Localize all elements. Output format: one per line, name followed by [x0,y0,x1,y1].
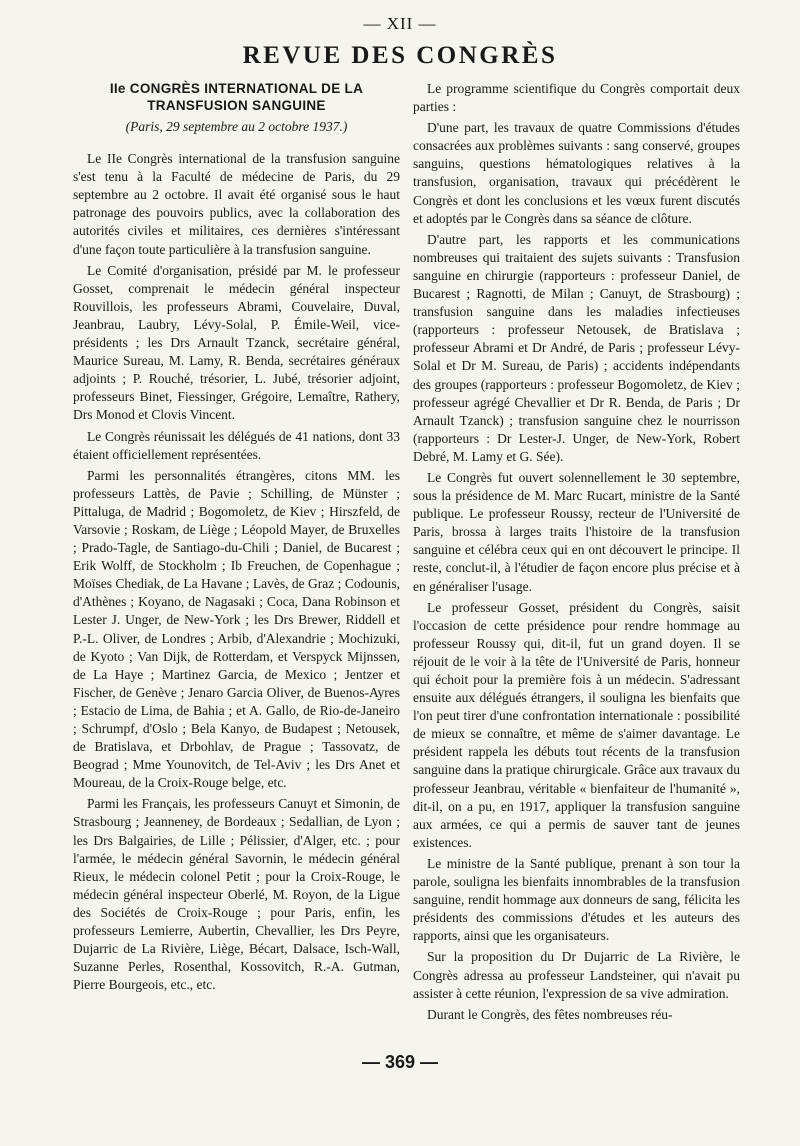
paragraph: Le Congrès fut ouvert solennellement le 30 septembre, sous la présidence de M. Marc Rucart, ministre de la Santé publique. Le professeur Roussy, recteur de l'Université de Paris, brossa à larges traits l'histoire de la transfusion sanguine et célébra ceux qui en ont découvert le principe. Il reste, conclut-il, à l'étudier de façon encore plus précise et à en généraliser l'usage. [413,469,740,594]
left-column [73,80,400,997]
article-subtitle: (Paris, 29 septembre au 2 octobre 1937.) [125,119,348,134]
page-number: — 369 — [361,1052,439,1072]
right-column [413,80,740,1027]
paragraph: Sur la proposition du Dr Dujarric de La Rivière, le Congrès adressa au professeur Landsteiner, qui n'avait pu assister à cette réunion, l'expression de sa vive admiration. [413,949,740,1001]
paragraph: Le Comité d'organisation, présidé par M. le professeur Gosset, comprenait le médecin général inspecteur Rouvillois, les professeurs Abrami, Couvelaire, Duval, Jeanbrau, Laubry, Lévy-Solal, P. Émile-Weil, vice-présidents ; les Drs Arnault Tzanck, secrétaire général, Maurice Sureau, M. Lamy, R. Benda, secrétaires généraux adjoints ; P. Rouché, trésorier, L. Jubé, trésorier adjoint, professeurs Binet, Fiessinger, Grégoire, Lemaître, Rathery, Drs Monod et Clovis Vincent. [73,262,400,423]
paragraph: Parmi les personnalités étrangères, citons MM. les professeurs Lattès, de Pavie ; Schilling, de Münster ; Pittaluga, de Madrid ; Bogomoletz, de Kiev ; Hirszfeld, de Varsovie ; Roskam, de Liège ; Léopold Mayer, de Bruxelles ; Prado-Tagle, de Santiago-du-Chili ; Daniel, de Bucarest ; Erik Wolff, de Stockholm ; Ib Freuchen, de Copenhague ; Moïses Chediak, de La Havane ; Lavès, de Graz ; Codounis, d'Athènes ; Koyano, de Nagasaki ; Coca, Dana Robinson et Lester J. Unger, de New-York ; les Drs Brewer, Riddell et P.-L. Oliver, de Londres ; Arbib, d'Alexandrie ; Mochizuki, de Kyoto ; Van Dijk, de Rotterdam, et Verspyck Mijnssen, de La Haye ; Martinez Garcia, de Mexico ; Jentzer et Fischer, de Genève ; Jenaro Garcia Oliver, de Buenos-Ayres ; Estacio de Lima, de Bahia ; et A. Gallo, de Rio-de-Janeiro ; Schrumpf, d'Oslo ; Bela Kanyo, de Budapest ; Netousek, de Bratislava, et Drbohlav, de Prague ; Tassovatz, de Beograd ; Mme Younovitch, de Tel-Aviv ; les Drs Anet et Moureau, de la Croix-Rouge belge, etc. [73,467,400,791]
section-title: REVUE DES CONGRÈS [242,42,558,69]
paragraph: Le programme scientifique du Congrès comportait deux parties : [413,81,740,115]
article-title: IIe CONGRÈS INTERNATIONAL DE LA TRANSFUSION SANGUINE [109,81,364,113]
paragraph: D'une part, les travaux de quatre Commissions d'études consacrées aux problèmes suivants : sang conservé, groupes sanguins, questions hématologiques relatives à la transfusion, organisation, travaux qui précédèrent le Congrès et dont les conclusions et les vœux furent discutés et adoptés par le Congrès dans sa séance de clôture. [413,120,740,226]
paragraph: Le Congrès réunissait les délégués de 41 nations, dont 33 étaient officiellement représentées. [73,428,400,462]
paragraph: Durant le Congrès, des fêtes nombreuses réu- [427,1006,673,1022]
paragraph: Le professeur Gosset, président du Congrès, saisit l'occasion de cette présidence pour rendre hommage au professeur Roussy qui, dit-il, fut un grand doyen. Il se réjouit de le voir à la tête de l'Université de Paris, honneur qui échoit pour la première fois à un médecin. S'adressant ensuite aux délégués étrangers, il souligna les bienfaits que l'on peut tirer d'une confrontation internationale : possibilité de mieux se connaître, et même de s'aimer davantage. Le président rappela les débuts tout récents de la transfusion sanguine dans la pratique chirurgicale. Grâce aux travaux du professeur Jeanbrau, véritable « bienfaiteur de l'humanité », dit-il, on a pu, en 1917, appliquer la transfusion sanguine aux armées, ce qui a permis de sauver tant de jeunes existences. [413,599,740,850]
page-number-roman: — XII — [363,14,437,33]
paragraph: D'autre part, les rapports et les communications nombreuses qui traitaient des sujets suivants : Transfusion sanguine en chirurgie (rapporteurs : professeur Daniel, de Bucarest ; Ragnotti, de Milan ; Canuyt, de Strasbourg) ; transfusion sanguine dans les maladies infectieuses (rapporteurs : professeur Netousek, de Bratislava ; professeur Abrami et Dr André, de Paris ; professeur Lévy-Solal et Dr M. Sureau, de Paris) ; accidents indépendants des groupes (rapporteurs : professeur Bogomoletz, de Kiev ; professeur agrégé Chevallier et Dr R. Benda, de Paris ; Dr Arnault Tzanck) ; transfusion sanguine chez le nourrisson (rapporteurs : Dr Lester-J. Unger, de New-York, Robert Debré, M. Lamy et G. Sée). [413,231,740,464]
paragraph: Le IIe Congrès international de la transfusion sanguine s'est tenu à la Faculté de médecine de Paris, du 29 septembre au 2 octobre. Il avait été organisé sous le haut patronage des pouvoirs publics, avec la collaboration des autorités civiles et militaires, ces dernières s'intéressant d'une façon toute particulière à la transfusion sanguine. [73,151,400,257]
paragraph: Le ministre de la Santé publique, prenant à son tour la parole, souligna les bienfaits innombrables de la transfusion sanguine, rendit hommage aux donneurs de sang, félicita les présidents des commissions d'études et les auteurs des rapports, ainsi que les organisateurs. [413,855,740,944]
paragraph: Parmi les Français, les professeurs Canuyt et Simonin, de Strasbourg ; Jeanneney, de Bordeaux ; Sedallian, de Lyon ; les Drs Balgairies, de Lille ; Pélissier, d'Alger, etc. ; pour l'armée, le médecin général Savornin, le médecin général Rieux, le médecin colonel Petit ; pour la Croix-Rouge, le médecin général inspecteur Oberlé, M. Royon, de la Ligue des Sociétés de Croix-Rouge ; pour Paris, enfin, les professeurs Lemierre, Aubertin, Chevallier, les Drs Peyre, Dujarric de La Rivière, Liège, Bécart, Dalsace, Isch-Wall, Suzanne Perles, Rosenthal, Kossovitch, R.-A. Gutman, Pierre Bourgeois, etc., etc. [73,796,400,993]
